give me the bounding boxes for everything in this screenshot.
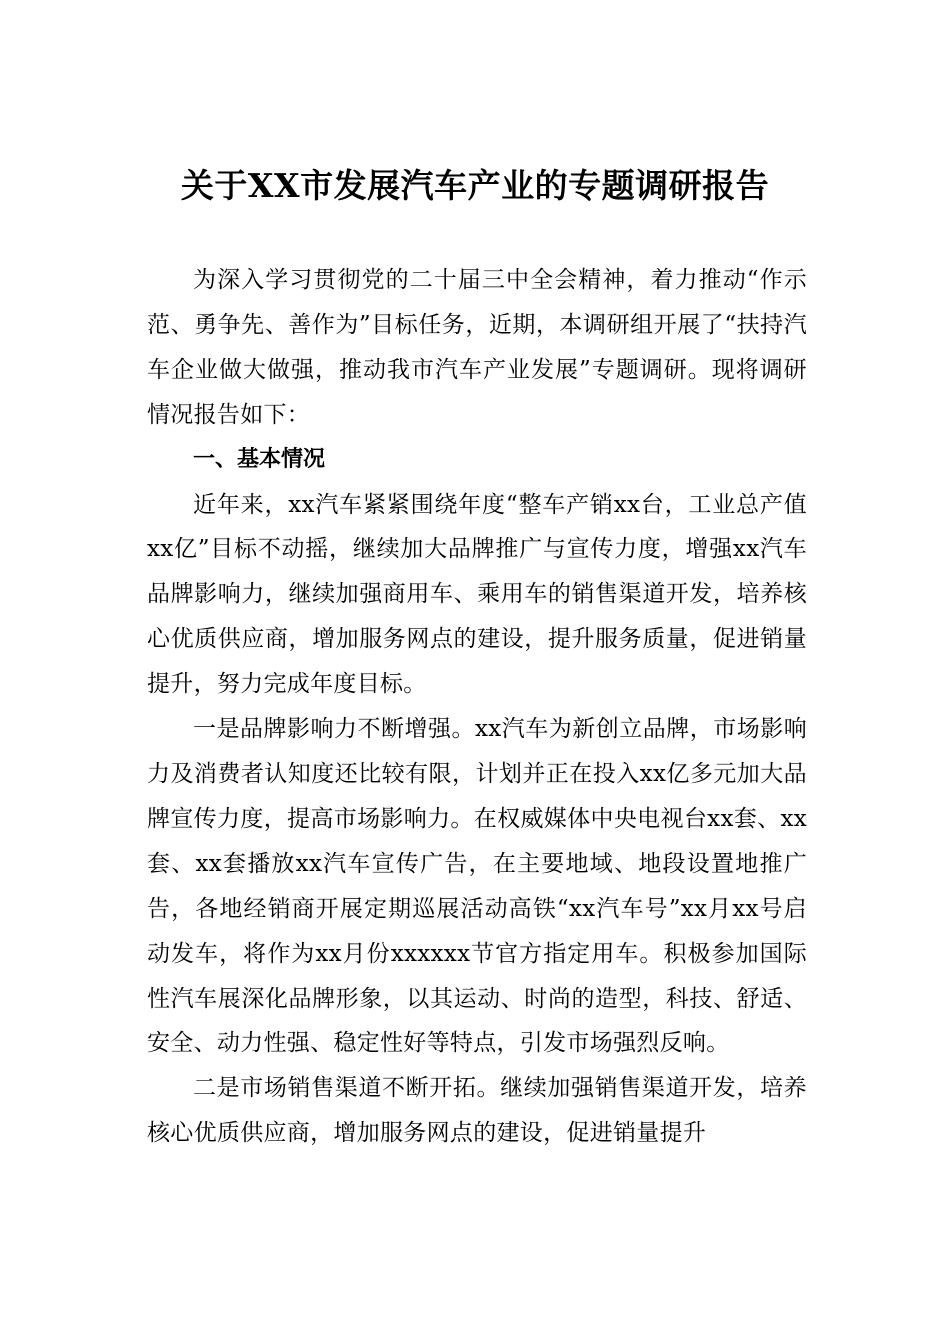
section-paragraph-brand-influence: 一是品牌影响力不断增强。xx汽车为新创立品牌，市场影响力及消费者认知度还比较有限，计划并正在投入xx亿多元加大品牌宣传力度，提高市场影响力。在权威媒体中央电视台xx套、xx套、xx套播放xx汽车宣传广告，在主要地域、地段设置地推广告，各地经销商开展定期巡展活动高铁“xx汽车号”xx月xx号启动发车，将作为xx月份xxxxxx节官方指定用车。积极参加国际性汽车展深化品牌形象，以其运动、时尚的造型，科技、舒适、安全、动力性强、稳定性好等特点，引发市场强烈反响。	[147, 716, 807, 1057]
document-body	[147, 258, 807, 1156]
section-paragraph-sales-channels: 二是市场销售渠道不断开拓。继续加强销售渠道开发，培养核心优质供应商，增加服务网点的建设，促进销量提升	[147, 1075, 807, 1147]
document-title: 关于XX市发展汽车产业的专题调研报告	[180, 166, 770, 205]
section-heading-basic-situation: 一、基本情况	[193, 446, 326, 472]
section-paragraph-overview: 近年来，xx汽车紧紧围绕年度“整车产销xx台，工业总产值xx亿”目标不动摇，继续加大品牌推广与宣传力度，增强xx汽车品牌影响力，继续加强商用车、乘用车的销售渠道开发，培养核心优质供应商，增加服务网点的建设，提升服务质量，促进销量提升，努力完成年度目标。	[147, 491, 807, 698]
intro-paragraph: 为深入学习贯彻党的二十届三中全会精神，着力推动“作示范、勇争先、善作为”目标任务，近期，本调研组开展了“扶持汽车企业做大做强，推动我市汽车产业发展”专题调研。现将调研情况报告如下：	[147, 267, 807, 428]
